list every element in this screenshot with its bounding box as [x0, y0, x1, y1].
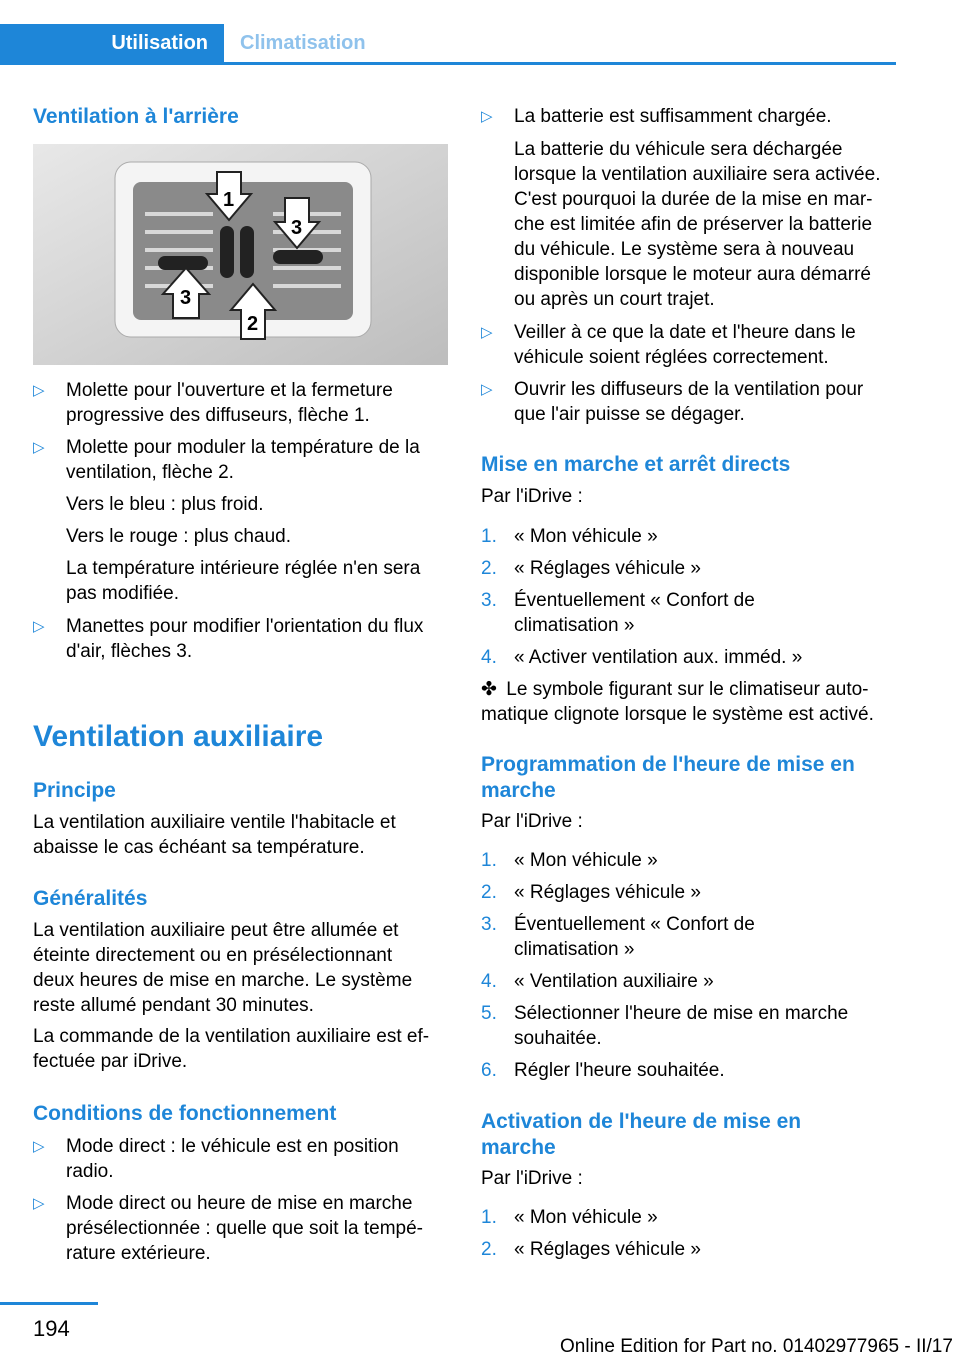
paragraph: La commande de la ventilation auxiliaire est ef‐ fectuée par iDrive.: [33, 1026, 430, 1072]
triangle-bullet-icon: ▷: [481, 381, 493, 398]
paragraph: La ventilation auxiliaire peut être allumée et éteinte directement ou en présélectionnant deux heures de mise en marche. Le système reste allumé pendant 30 minutes.: [33, 920, 413, 1016]
figure-label-2: 2: [247, 313, 259, 335]
figure-label-3b: 3: [180, 287, 192, 309]
rear-vent-illustration: [33, 144, 448, 365]
paragraph: ✤ Le symbole figurant sur le climatiseur auto‐ matique clignote lorsque le système est activé.: [481, 679, 874, 725]
sub-text: Vers le bleu : plus froid.: [66, 494, 264, 515]
idrive-text: Par l'iDrive :: [481, 1168, 583, 1189]
page-number: 194: [33, 1316, 70, 1341]
heading-rear-ventilation: Ventilation à l'arrière: [33, 105, 239, 128]
triangle-bullet-icon: ▷: [33, 382, 45, 399]
rear-vent-figure: [33, 144, 448, 365]
triangle-bullet-icon: ▷: [33, 1195, 45, 1212]
footer-rule: [0, 1302, 98, 1305]
triangle-bullet-icon: ▷: [481, 108, 493, 125]
figure-label-1: 1: [223, 189, 235, 211]
paragraph: La batterie du véhicule sera déchargée lorsque la ventilation auxiliaire sera activée. C'est pourquoi la durée de la mise en mar‐ che est limitée afin de préserver la batterie du véhicule. Le système sera à nouveau disponible lorsque le moteur aura démarré ou après un court trajet.: [514, 139, 881, 310]
fan-icon: ✤: [481, 679, 497, 700]
tab-utilisation[interactable]: Utilisation: [0, 24, 224, 62]
heading-activation: Activation de l'heure de mise en marche: [481, 1110, 802, 1159]
header-bar: [0, 24, 896, 65]
sub-text: La température intérieure réglée n'en sera pas modifiée.: [66, 558, 421, 604]
tab-climatisation[interactable]: Climatisation: [240, 32, 366, 54]
triangle-bullet-icon: ▷: [33, 618, 45, 635]
figure-label-3a: 3: [291, 217, 303, 239]
idrive-text: Par l'iDrive :: [481, 811, 583, 832]
heading-generalites: Généralités: [33, 887, 148, 910]
sub-text: Vers le rouge : plus chaud.: [66, 526, 291, 547]
heading-programming: Programmation de l'heure de mise en marche: [481, 753, 855, 802]
heading-principe: Principe: [33, 779, 116, 802]
triangle-bullet-icon: ▷: [33, 439, 45, 456]
idrive-text: Par l'iDrive :: [481, 486, 583, 507]
heading-direct: Mise en marche et arrêt directs: [481, 453, 791, 476]
heading-aux-ventilation: Ventilation auxiliaire: [33, 720, 324, 753]
heading-conditions: Conditions de fonctionnement: [33, 1102, 337, 1125]
triangle-bullet-icon: ▷: [481, 324, 493, 341]
edition-text: Online Edition for Part no. 01402977965 - II/17: [560, 1336, 953, 1357]
paragraph: La ventilation auxiliaire ventile l'habitacle et abaisse le cas échéant sa température.: [33, 812, 396, 858]
triangle-bullet-icon: ▷: [33, 1138, 45, 1155]
